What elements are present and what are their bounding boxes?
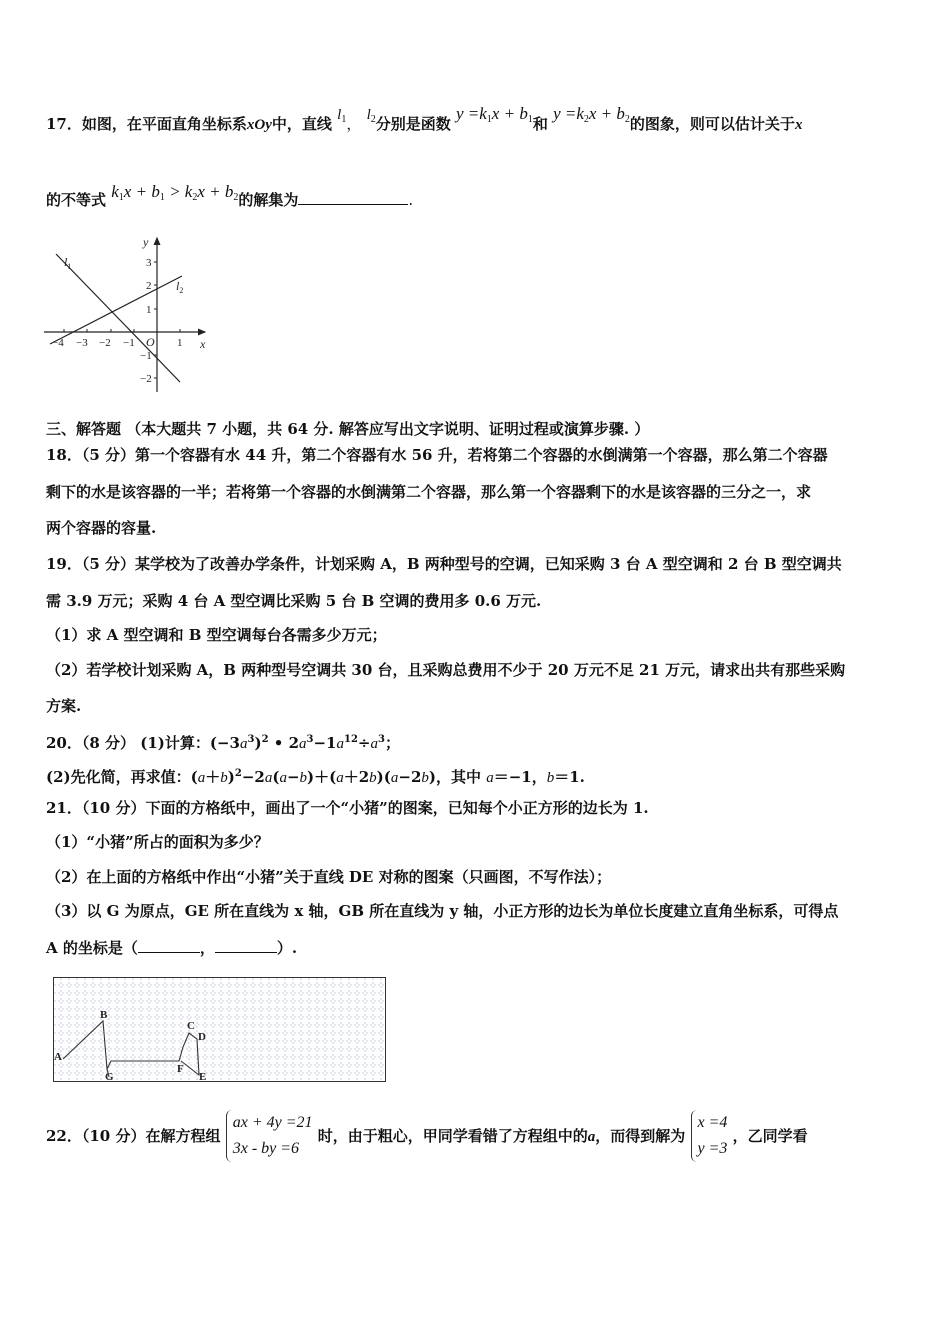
q21-line1: 21．（10 分）下面的方格纸中，画出了一个“小猪”的图案，已知每个小正方形的边长为 1. — [46, 799, 649, 817]
line-l2 — [50, 276, 182, 344]
tick-ym2: −2 — [140, 373, 152, 385]
q17-text: 的不等式 — [46, 191, 107, 209]
q21-line3: （2）在上面的方格纸中作出“小猪”关于直线 DE 对称的图案（只画图，不写作法）； — [46, 868, 612, 886]
tick-y1: 1 — [146, 304, 152, 316]
grid-label-B: B — [100, 1009, 108, 1021]
tick-xm3: −3 — [76, 337, 88, 349]
q21-grid-figure — [53, 977, 387, 1083]
q22-solution-system: x =4 y =3 — [691, 1110, 728, 1162]
q18-line1: 18．（5 分）第一个容器有水 44 升，第二个容器有水 56 升，若将第二个容器的水倒满第一个容器，那么第二个容器 — [46, 446, 828, 464]
tick-y2: 2 — [146, 280, 152, 292]
grid-label-A: A — [54, 1051, 62, 1063]
q17-text: 分别是函数 — [375, 115, 451, 133]
q17-text: 的解集为 — [238, 191, 299, 209]
q21-line4: （3）以 G 为原点，GE 所在直线为 x 轴，GB 所在直线为 y 轴，小正方形的边长为单位长度建立直角坐标系，可得点 — [46, 902, 839, 920]
q20-part2: (2)先化简，再求值：$(a+b)^2-2a(a-b)+(a+2b)(a-2b)$，其中 a＝−1，b＝1. — [46, 768, 585, 786]
q17-func2: $y =k_2x + b_2$ — [553, 104, 630, 125]
q17-xoy: xOy — [246, 117, 272, 133]
q19-line1: 19．（5 分）某学校为了改善办学条件，计划采购 A，B 两种型号的空调，已知采购 3 台 A 型空调和 2 台 B 型空调共 — [46, 555, 842, 573]
q18-line2: 剩下的水是该容器的一半；若将第一个容器的水倒满第二个容器，那么第一个容器剩下的水是该容器的三分之一，求 — [46, 483, 812, 501]
grid-label-G: G — [105, 1071, 114, 1083]
q17-line2 — [46, 182, 414, 216]
q17-x: x — [794, 117, 803, 133]
q17-comma: ， — [346, 115, 362, 133]
graph-l2-label: $l_2$ — [176, 279, 184, 295]
tick-xm4: −4 — [52, 337, 64, 349]
q19-line5: 方案. — [46, 697, 82, 715]
q17-text: 的图象，则可以估计关于 — [629, 115, 795, 133]
section3-heading: 三、解答题 （本大题共 7 小题，共 64 分. 解答应写出文字说明、证明过程或演算步骤. ） — [46, 420, 650, 438]
q17-l2: $l_2$ — [366, 107, 376, 125]
tick-xm2: −2 — [99, 337, 111, 349]
q21-blank-x — [138, 952, 200, 953]
tick-y3: 3 — [146, 257, 152, 269]
q22-equation-system: ax + 4y =21 3x - by =6 — [226, 1110, 313, 1162]
q21-line2: （1）“小猪”所占的面积为多少？ — [46, 833, 269, 851]
q17-period: . — [408, 191, 414, 209]
q17-func1: $y =k_1x + b_1$ — [455, 104, 533, 125]
grid-label-F: F — [177, 1063, 184, 1075]
grid-label-C: C — [187, 1020, 195, 1032]
graph-y-label: y — [143, 235, 149, 249]
tick-ym1: −1 — [140, 350, 152, 362]
q17-answer-blank — [298, 204, 408, 205]
grid-label-E: E — [199, 1071, 207, 1083]
q19-line4: （2）若学校计划采购 A，B 两种型号空调共 30 台，且采购总费用不少于 20 万元不足 21 万元，请求出共有那些采购 — [46, 661, 846, 679]
q17-text: 如图，在平面直角坐标系 — [81, 115, 247, 133]
q19-line3: （1）求 A 型空调和 B 型空调每台各需多少万元； — [46, 626, 387, 644]
q22-line1: 22．（10 分）在解方程组 ax + 4y =21 3x - by =6 时，由于粗心，甲同学看错了方程组中的a，而得到解为 x =4 y =3 ，乙同学看 — [46, 1110, 808, 1162]
graph-origin: O — [146, 335, 155, 349]
q17-and: 和 — [532, 115, 548, 133]
q18-line3: 两个容器的容量. — [46, 519, 157, 537]
line-l1 — [56, 254, 180, 382]
q17-number: 17． — [46, 115, 82, 133]
q17-text: 中，直线 — [271, 115, 332, 133]
grid-label-D: D — [198, 1031, 206, 1043]
tick-xm1: −1 — [123, 337, 135, 349]
q19-line2: 需 3.9 万元；采购 4 台 A 型空调比采购 5 台 B 空调的费用多 0.6 万元. — [46, 592, 542, 610]
q20-part1: 20．（8 分） (1)计算：$(-3a^3)^2$ • $2a^3-1a^{12}\div a^3$； — [46, 734, 400, 752]
q17-inequality: $k_1x + b_1 > k_2x + b_2$ — [111, 182, 239, 203]
q21-blank-y — [215, 952, 277, 953]
graph-l1-label: $l_1$ — [64, 255, 72, 271]
q21-line5: A 的坐标是（ ， ）. — [46, 939, 298, 957]
q17-graph — [40, 232, 220, 402]
q17-l1: $l_1$ — [337, 107, 347, 125]
graph-x-label: x — [200, 337, 206, 351]
q17-line1 — [46, 104, 803, 140]
tick-x1: 1 — [177, 337, 183, 349]
